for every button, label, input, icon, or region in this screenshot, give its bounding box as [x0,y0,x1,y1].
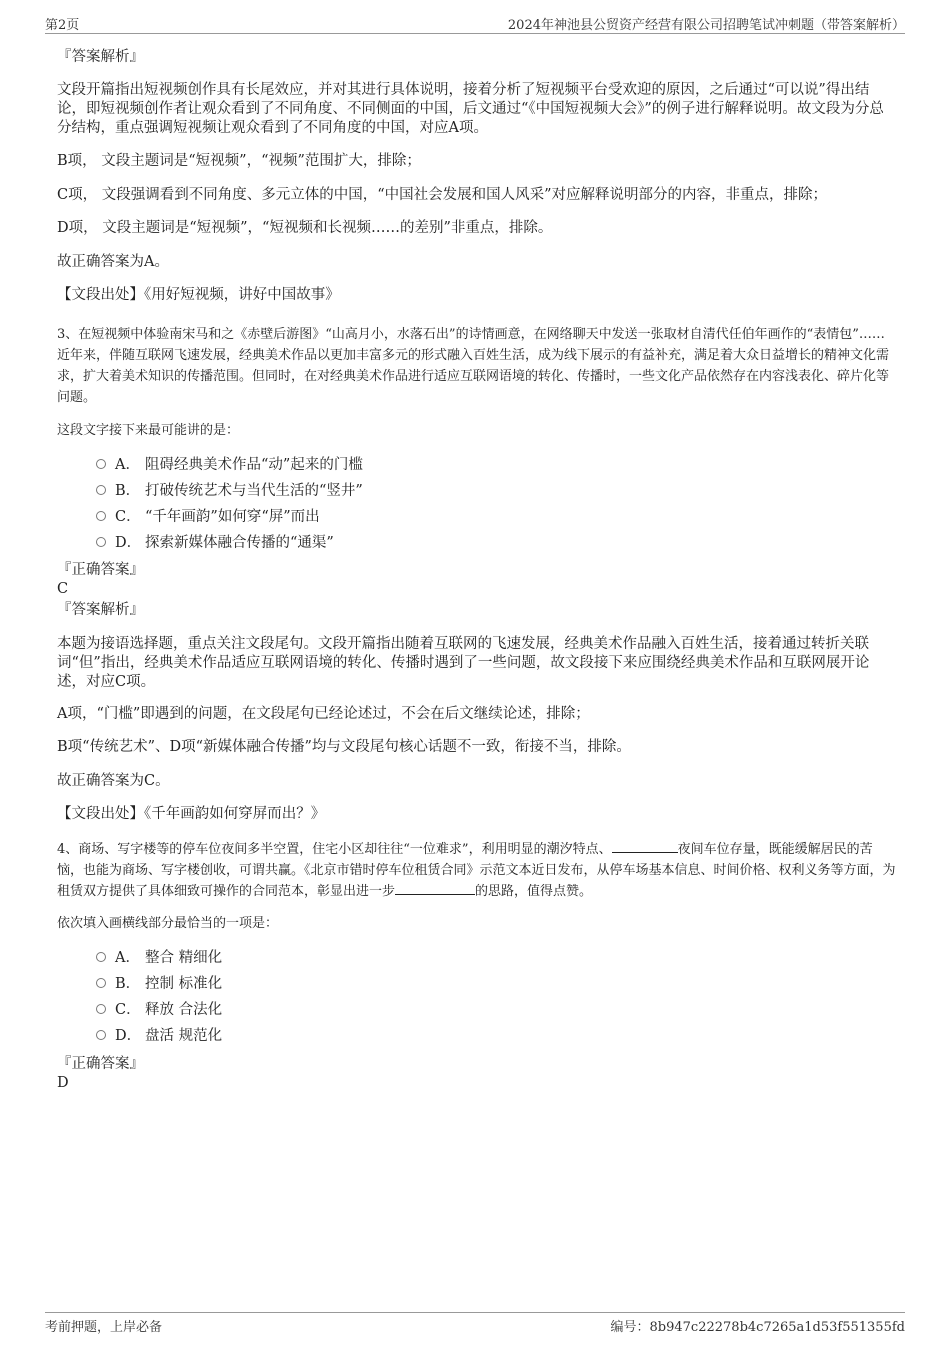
q3-answer: C [57,581,69,597]
q3-option-a[interactable]: A． 阻碍经典美术作品“动”起来的门槛 [96,455,363,475]
q3-analysis-label: 『答案解析』 [57,602,144,618]
radio-button[interactable] [96,952,106,962]
q2-analysis-label: 『答案解析』 [57,49,144,65]
q3-stem: 3、在短视频中体验南宋马和之《赤壁后游图》“山高月小，水落石出”的诗情画意，在网络聊天中发送一张取材自清代任伯年画作的“表情包”……近年来，伴随互联网飞速发展，经典美术作品以更加丰富多元的形式融入百姓生活，成为线下展示的有益补充，满足着大众日益增长的精神文化需求，扩大着美术知识的传播范围。但同时，在对经典美术作品进行适应互联网语境的转化、传播时，一些文化产品依然存在内容浅表化、碎片化等问题。 [57,327,890,405]
page-number: 第2页 [45,18,80,33]
q3-answer-label: 『正确答案』 [57,562,144,578]
radio-button[interactable] [96,1030,106,1040]
q3-option-c[interactable]: C． “千年画韵”如何穿“屏”而出 [96,507,320,527]
q4-option-b[interactable]: B． 控制 标准化 [96,974,222,994]
radio-button[interactable] [96,537,106,547]
radio-button[interactable] [96,485,106,495]
q4-option-c[interactable]: C． 释放 合法化 [96,1000,222,1020]
q3-conclusion: 故正确答案为C。 [57,773,170,789]
q2-source: 【文段出处】《用好短视频，讲好中国故事》 [57,287,340,303]
q4-prompt: 依次填入画横线部分最恰当的一项是： [57,916,279,931]
q2-analysis-option-c: C项， 文段强调看到不同角度、多元立体的中国，“中国社会发展和国人风采”对应解释说明部分的内容，非重点，排除； [57,187,828,203]
q3-analysis-option-bd: B项“传统艺术”、D项“新媒体融合传播”均与文段尾句核心话题不一致，衔接不当，排除。 [57,739,631,755]
radio-button[interactable] [96,1004,106,1014]
q3-option-b[interactable]: B． 打破传统艺术与当代生活的“竖井” [96,481,363,501]
q4-answer-label: 『正确答案』 [57,1056,144,1072]
q2-conclusion: 故正确答案为A。 [57,254,169,270]
q2-analysis-option-b: B项， 文段主题词是“短视频”，“视频”范围扩大，排除； [57,153,421,169]
q4-option-d[interactable]: D． 盘活 规范化 [96,1026,222,1046]
q3-analysis-paragraph: 本题为接语选择题，重点关注文段尾句。文段开篇指出随着互联网的飞速发展，经典美术作品融入百姓生活，接着通过转折关联词“但”指出，经典美术作品适应互联网语境的转化、传播时遇到了一些问题，故文段接下来应围绕经典美术作品和互联网展开论述，对应C项。 [57,636,870,690]
q4-option-a[interactable]: A． 整合 精细化 [96,948,222,968]
fill-blank-2 [395,883,475,895]
document-title: 2024年神池县公贸资产经营有限公司招聘笔试冲刺题（带答案解析） [507,18,905,33]
radio-button[interactable] [96,459,106,469]
q4-stem: 4、商场、写字楼等的停车位夜间多半空置，住宅小区却往往“一位难求”，利用明显的潮汐特点、 夜间车位存量，既能缓解居民的苦恼，也能为商场、写字楼创收，可谓共赢。《北京市错时停车位租赁合同》示范文本近日发布，从停车场基本信息、时间价格、权利义务等方面，为租赁双方提供了具体细致可操作的合同范本，彰显出进一步 的思路，值得点赞。 [57,842,896,899]
q3-prompt: 这段文字接下来最可能讲的是： [57,423,240,438]
page-footer [45,1312,905,1336]
q2-analysis-option-d: D项， 文段主题词是“短视频”，“短视频和长视频……的差别”非重点，排除。 [57,220,553,236]
page-header [45,14,905,34]
fill-blank-1 [612,841,678,853]
q4-answer: D [57,1075,69,1091]
radio-button[interactable] [96,978,106,988]
footer-slogan: 考前押题，上岸必备 [45,1320,163,1335]
footer-code: 编号：8b947c22278b4c7265a1d53f551355fd [610,1320,905,1335]
q3-analysis-option-a: A项，“门槛”即遇到的问题，在文段尾句已经论述过，不会在后文继续论述，排除； [57,706,590,722]
q3-option-d[interactable]: D． 探索新媒体融合传播的“通渠” [96,533,334,553]
q3-source: 【文段出处】《千年画韵如何穿屏而出？》 [57,806,326,822]
radio-button[interactable] [96,511,106,521]
q2-analysis-paragraph: 文段开篇指出短视频创作具有长尾效应，并对其进行具体说明，接着分析了短视频平台受欢迎的原因，之后通过“可以说”得出结论，即短视频创作者让观众看到了不同角度、不同侧面的中国，后文通过“《中国短视频大会》”的例子进行解释说明。故文段为分总分结构，重点强调短视频让观众看到了不同角度的中国，对应A项。 [57,82,884,136]
